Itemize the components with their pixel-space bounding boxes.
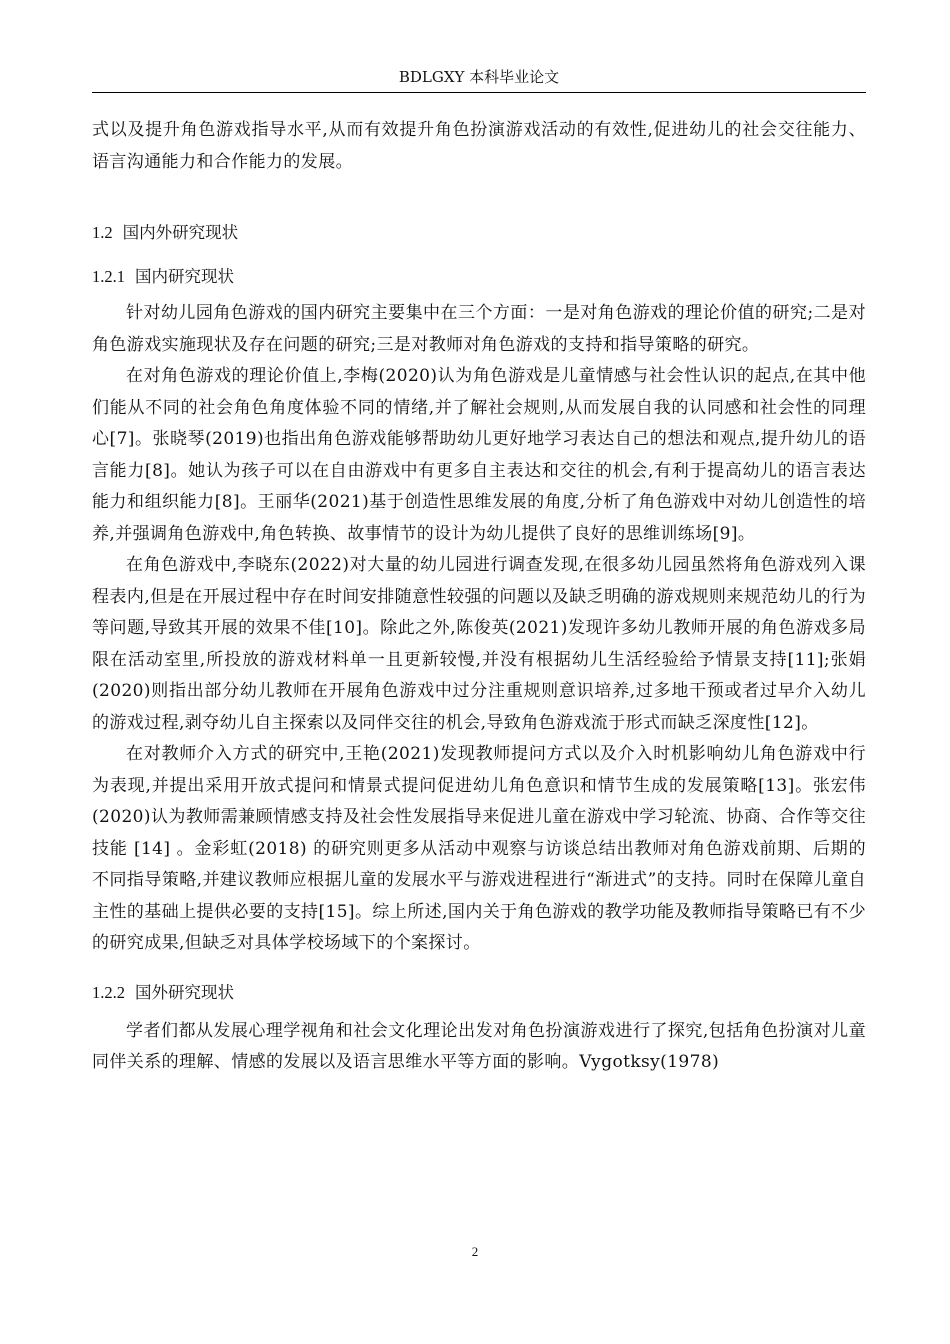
subsection-heading-1-2-2	[92, 978, 866, 1008]
running-header	[92, 66, 866, 93]
subsection-title: 国外研究现状	[135, 982, 234, 1002]
section-title: 国内外研究现状	[122, 223, 239, 242]
paragraph: 针对幼儿园角色游戏的国内研究主要集中在三个方面：一是对角色游戏的理论价值的研究;二是对角色游戏实施现状及存在问题的研究;三是对教师对角色游戏的支持和指导策略的研究。	[92, 303, 866, 355]
section-heading-1-2	[92, 218, 866, 248]
header-title: BDLGXY 本科毕业论文	[398, 68, 560, 86]
paragraph: 在对角色游戏的理论价值上,李梅(2020)认为角色游戏是儿童情感与社会性认识的起点,在其中他们能从不同的社会角色角度体验不同的情绪,并了解社会规则,从而发展自我的认同感和社会性的同理心[7]。张晓琴(2019)也指出角色游戏能够帮助幼儿更好地学习表达自己的想法和观点,提升幼儿的语言能力[8]。她认为孩子可以在自由游戏中有更多自主表达和交往的机会,有利于提高幼儿的语言表达能力和组织能力[8]。王丽华(2021)基于创造性思维发展的角度,分析了角色游戏中对幼儿创造性的培养,并强调角色游戏中,角色转换、故事情节的设计为幼儿提供了良好的思维训练场[9]。	[92, 366, 866, 544]
paragraph: 在对教师介入方式的研究中,王艳(2021)发现教师提问方式以及介入时机影响幼儿角色游戏中行为表现,并提出采用开放式提问和情景式提问促进幼儿角色意识和情节生成的发展策略[13]。张宏伟(2020)认为教师需兼顾情感支持及社会性发展指导来促进儿童在游戏中学习轮流、协商、合作等交往技能 [14] 。金彩虹(2018) 的研究则更多从活动中观察与访谈总结出教师对角色游戏前期、后期的不同指导策略,并建议教师应根据儿童的发展水平与游戏进程进行“渐进式”的支持。同时在保障儿童自主性的基础上提供必要的支持[15]。综上所述,国内关于角色游戏的教学功能及教师指导策略已有不少的研究成果,但缺乏对具体学校场域下的个案探讨。	[92, 744, 866, 953]
subsection-number: 1.2.1	[92, 267, 125, 286]
paragraph-continued: 式以及提升角色游戏指导水平,从而有效提升角色扮演游戏活动的有效性,促进幼儿的社会交往能力、语言沟通能力和合作能力的发展。	[92, 120, 866, 172]
page-body	[92, 115, 866, 1079]
paragraph: 学者们都从发展心理学视角和社会文化理论出发对角色扮演游戏进行了探究,包括角色扮演对儿童同伴关系的理解、情感的发展以及语言思维水平等方面的影响。Vygotksy(1978)	[92, 1020, 866, 1072]
subsection-number: 1.2.2	[92, 982, 125, 1002]
subsection-title: 国内研究现状	[135, 267, 234, 286]
section-number: 1.2	[92, 223, 113, 242]
paragraph: 在角色游戏中,李晓东(2022)对大量的幼儿园进行调查发现,在很多幼儿园虽然将角色游戏列入课程表内,但是在开展过程中存在时间安排随意性较强的问题以及缺乏明确的游戏规则来规范幼儿的行为等问题,导致其开展的效果不佳[10]。除此之外,陈俊英(2021)发现许多幼儿教师开展的角色游戏多局限在活动室里,所投放的游戏材料单一且更新较慢,并没有根据幼儿生活经验给予情景支持[11];张娟(2020)则指出部分幼儿教师在开展角色游戏中过分注重规则意识培养,过多地干预或者过早介入幼儿的游戏过程,剥夺幼儿自主探索以及同伴交往的机会,导致角色游戏流于形式而缺乏深度性[12]。	[92, 555, 866, 733]
subsection-heading-1-2-1	[92, 262, 866, 292]
page-number: 2	[471, 1244, 479, 1259]
